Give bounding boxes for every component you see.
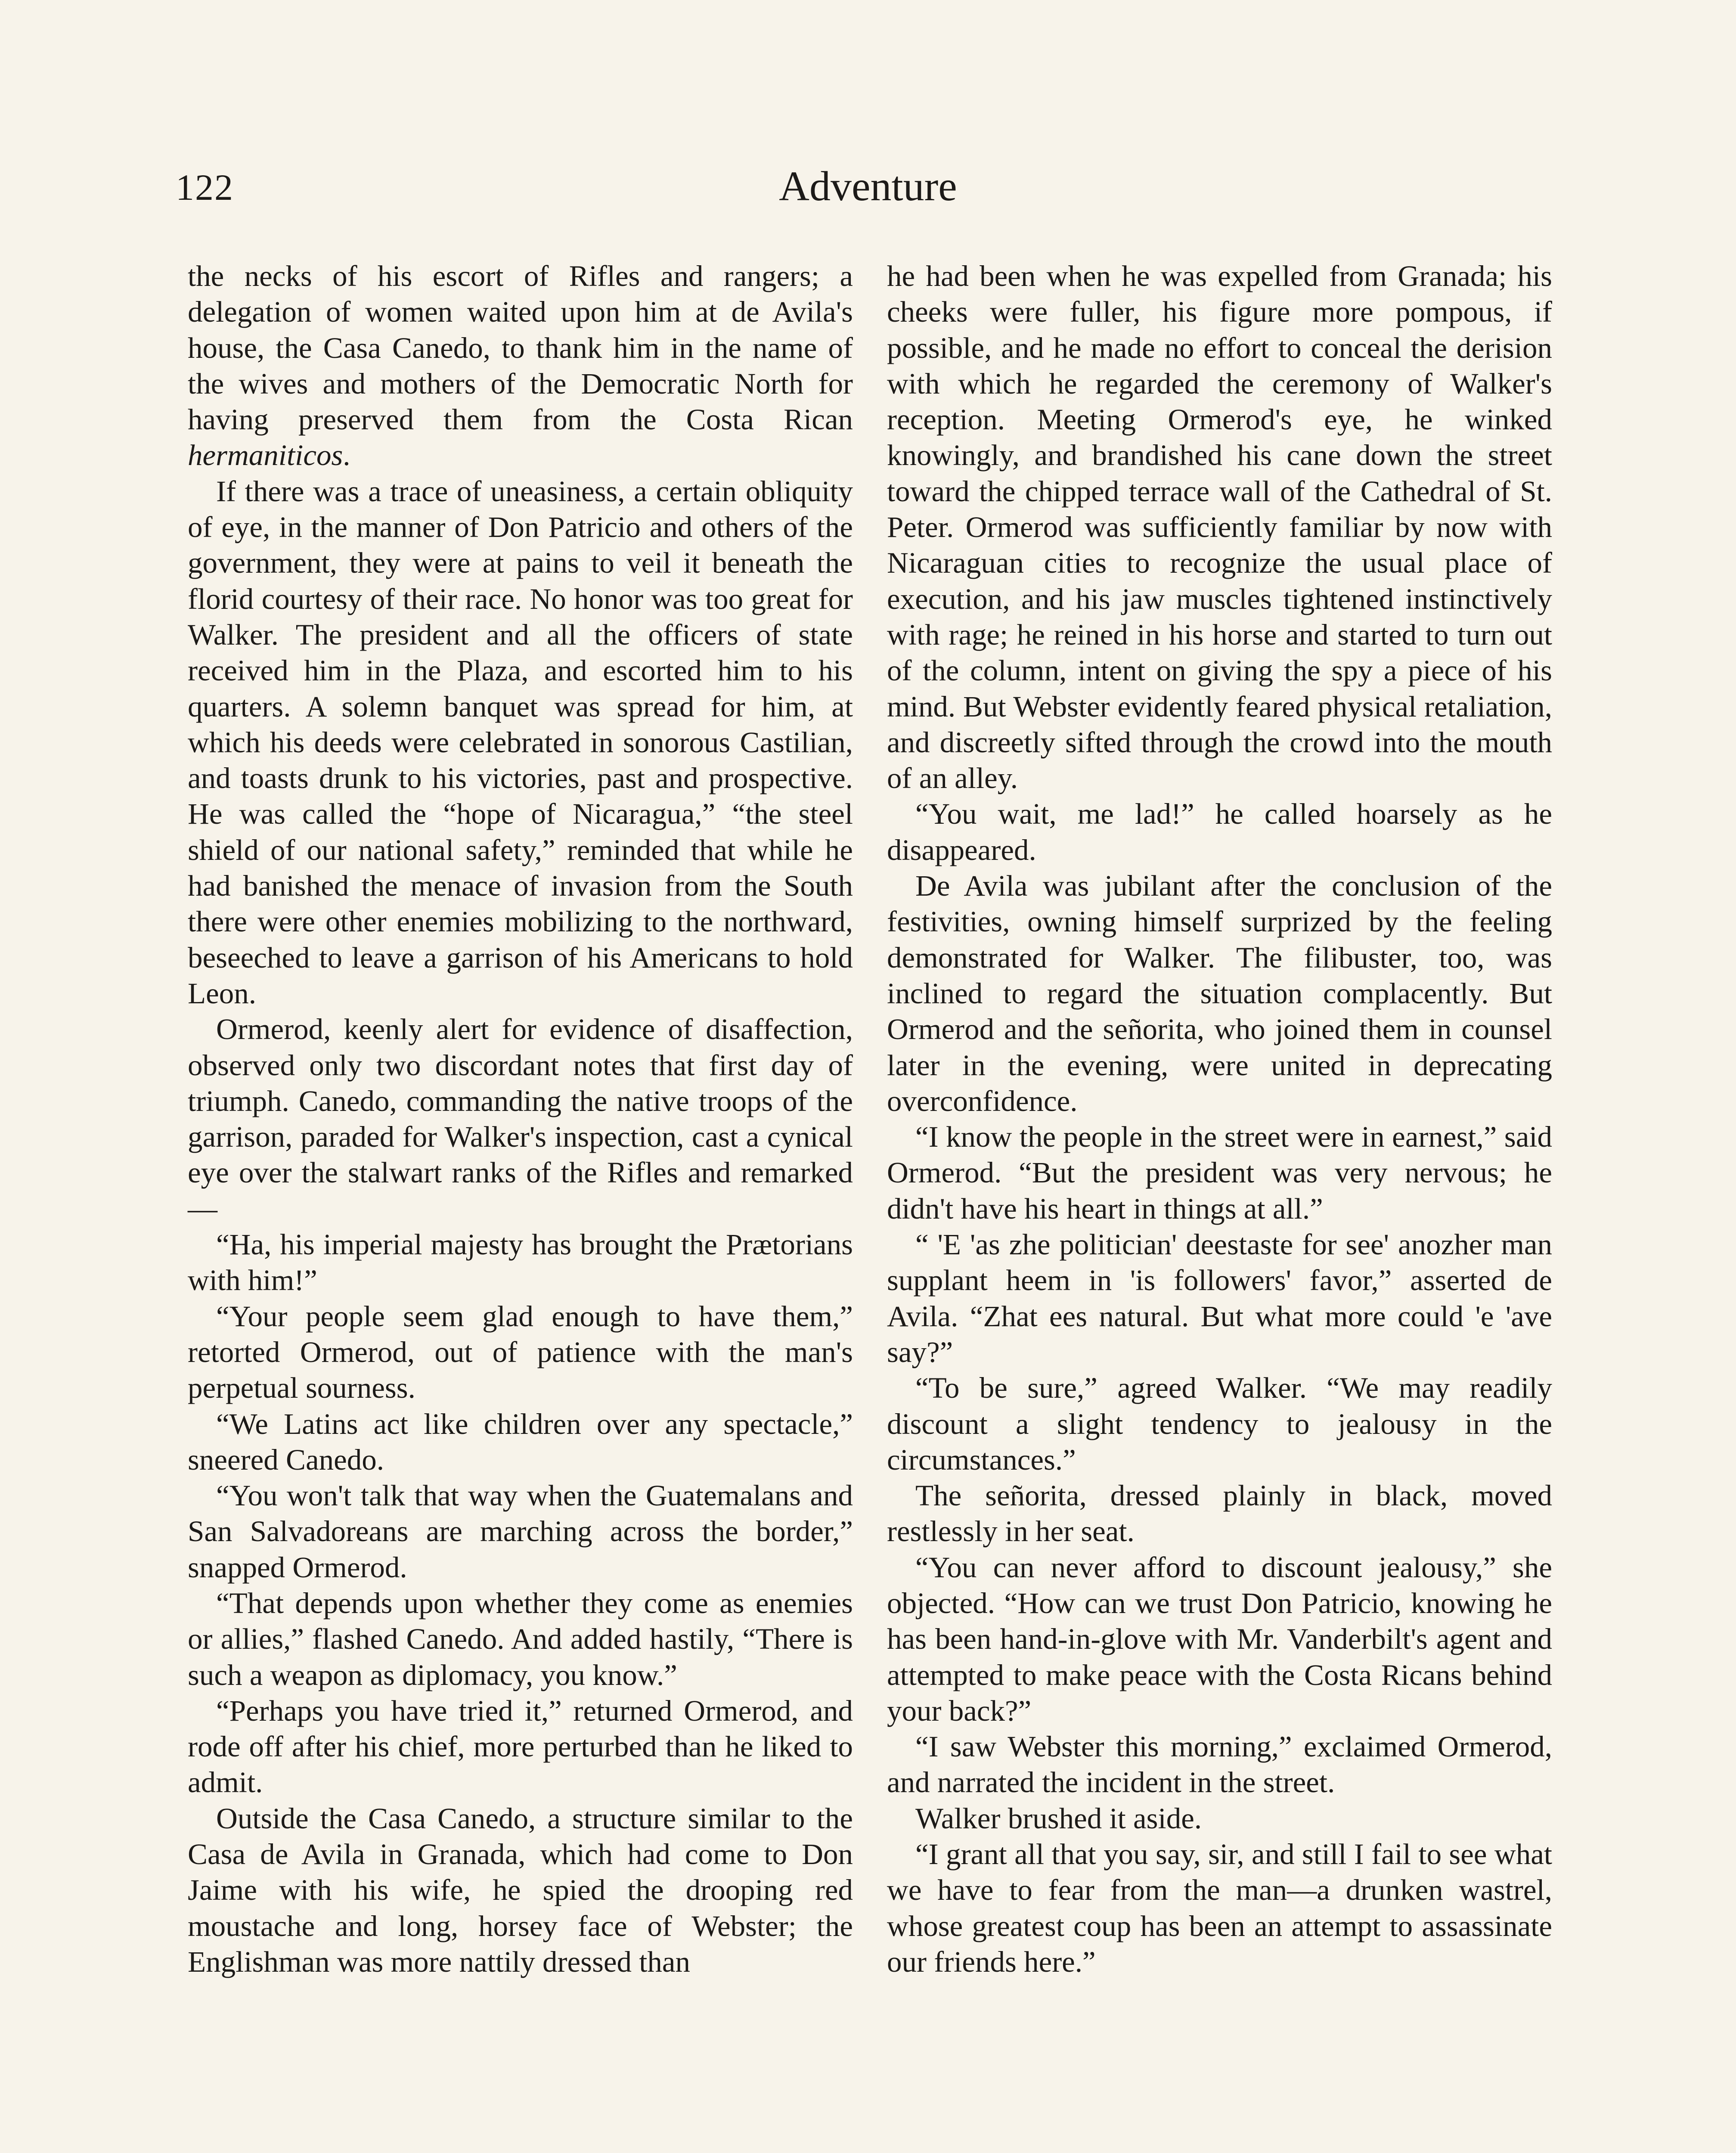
text-run: “That depends upon whether they come as enemies or allies,” flashed Canedo. And added hastily, “There is such a weapon as diplomacy, you know.” bbox=[188, 1586, 853, 1691]
paragraph bbox=[887, 1837, 1552, 1980]
text-run: If there was a trace of uneasiness, a certain obliquity of eye, in the manner of Don Patricio and others of the government, they were at pains to veil it beneath the florid courtesy of their race. No honor was too great for Walker. The president and all the officers of state received him in the Plaza, and escorted him to his quarters. A solemn banquet was spread for him, at which his deeds were celebrated in sonorous Castilian, and toasts drunk to his victories, past and prospective. He was called the “hope of Nicaragua,” “the steel shield of our national safety,” reminded that while he had banished the menace of invasion from the South there were other enemies mobilizing to the northward, beseeched to leave a garrison of his Americans to hold Leon. bbox=[188, 475, 853, 1010]
paragraph bbox=[188, 1299, 853, 1406]
paragraph bbox=[188, 1011, 853, 1227]
text-run: “We Latins act like children over any spectacle,” sneered Canedo. bbox=[188, 1407, 853, 1476]
text-run: Walker brushed it aside. bbox=[915, 1802, 1202, 1835]
continued-paragraph bbox=[188, 258, 853, 474]
paragraph bbox=[887, 1729, 1552, 1801]
text-run: “You won't talk that way when the Guatemalans and San Salvadoreans are marching across the border,” snapped Ormerod. bbox=[188, 1479, 853, 1584]
left-text-column bbox=[188, 258, 853, 1980]
paragraph bbox=[887, 1370, 1552, 1478]
italic-text: hermaniticos bbox=[188, 439, 343, 472]
paragraph bbox=[887, 1478, 1552, 1550]
text-run: “ 'E 'as zhe politician' deestaste for see' anozher man supplant heem in 'is followers' favor,” asserted de Avila. “Zhat ees natural. But what more could 'e 'ave say?” bbox=[887, 1228, 1552, 1368]
text-run: “Perhaps you have tried it,” returned Ormerod, and rode off after his chief, more perturbed than he liked to admit. bbox=[188, 1694, 853, 1799]
text-run: Ormerod, keenly alert for evidence of disaffection, observed only two discordant notes that first day of triumph. Canedo, commanding the native troops of the garrison, paraded for Walker's inspection, cast a cynical eye over the stalwart ranks of the Rifles and remarked— bbox=[188, 1013, 853, 1225]
paragraph bbox=[887, 796, 1552, 868]
paragraph bbox=[887, 868, 1552, 1119]
paragraph bbox=[188, 1478, 853, 1585]
text-run: “I grant all that you say, sir, and still I fail to see what we have to fear from the man—a drunken wastrel, whose greatest coup has been an attempt to assassinate our friends here.” bbox=[887, 1838, 1552, 1978]
paragraph bbox=[887, 1227, 1552, 1370]
text-run: “To be sure,” agreed Walker. “We may readily discount a slight tendency to jealousy in the circumstances.” bbox=[887, 1371, 1552, 1476]
running-head-title: Adventure bbox=[779, 163, 957, 210]
text-run: the necks of his escort of Rifles and rangers; a delegation of women waited upon him at de Avila's house, the Casa Canedo, to thank him in the name of the wives and mothers of the Democratic North for having preserved them from the Costa Rican bbox=[188, 260, 853, 436]
text-run: “Your people seem glad enough to have them,” retorted Ormerod, out of patience with the man's perpetual sourness. bbox=[188, 1300, 853, 1405]
paragraph bbox=[188, 1801, 853, 1980]
text-run: . bbox=[343, 439, 350, 472]
text-run: Outside the Casa Canedo, a structure similar to the Casa de Avila in Granada, which had come to Don Jaime with his wife, he spied the drooping red moustache and long, horsey face of Webster; the Englishman was more nattily dressed than bbox=[188, 1802, 853, 1978]
text-run: The señorita, dressed plainly in black, moved restlessly in her seat. bbox=[887, 1479, 1552, 1548]
paragraph bbox=[188, 1693, 853, 1801]
paragraph bbox=[887, 1550, 1552, 1729]
text-run: he had been when he was expelled from Granada; his cheeks were fuller, his figure more pompous, if possible, and he made no effort to conceal the derision with which he regarded the ceremony of Walker's reception. Meeting Ormerod's eye, he winked knowingly, and brandished his cane down the street toward the chipped terrace wall of the Cathedral of St. Peter. Ormerod was sufficiently familiar by now with Nicaraguan cities to recognize the usual place of execution, and his jaw muscles tightened instinctively with rage; he reined in his horse and started to turn out of the column, intent on giving the spy a piece of his mind. But Webster evidently feared physical retaliation, and discreetly sifted through the crowd into the mouth of an alley. bbox=[887, 260, 1552, 795]
paragraph bbox=[188, 1227, 853, 1299]
continued-paragraph bbox=[887, 258, 1552, 796]
text-run: “I know the people in the street were in earnest,” said Ormerod. “But the president was very nervous; he didn't have his heart in things at all.” bbox=[887, 1120, 1552, 1225]
paragraph bbox=[188, 1585, 853, 1693]
paragraph bbox=[188, 1406, 853, 1478]
right-text-column bbox=[887, 258, 1552, 1980]
text-run: “You can never afford to discount jealousy,” she objected. “How can we trust Don Patricio, knowing he has been hand-in-glove with Mr. Vanderbilt's agent and attempted to make peace with the Costa Ricans behind your back?” bbox=[887, 1551, 1552, 1727]
text-run: “You wait, me lad!” he called hoarsely as he disappeared. bbox=[887, 797, 1552, 866]
text-run: De Avila was jubilant after the conclusion of the festivities, owning himself surprized by the feeling demonstrated for Walker. The filibuster, too, was inclined to regard the situation complacently. But Ormerod and the señorita, who joined them in counsel later in the evening, were united in deprecating overconfidence. bbox=[887, 869, 1552, 1117]
paragraph bbox=[188, 474, 853, 1011]
text-run: “I saw Webster this morning,” exclaimed Ormerod, and narrated the incident in the street. bbox=[887, 1730, 1552, 1799]
page-number: 122 bbox=[176, 167, 234, 208]
text-run: “Ha, his imperial majesty has brought the Prætorians with him!” bbox=[188, 1228, 853, 1297]
paragraph bbox=[887, 1119, 1552, 1227]
paragraph bbox=[887, 1801, 1552, 1837]
